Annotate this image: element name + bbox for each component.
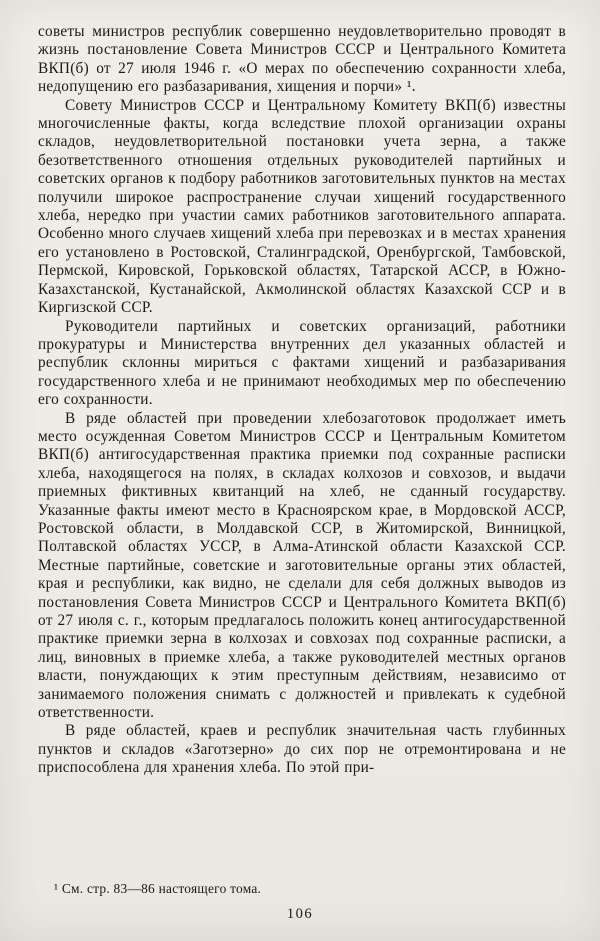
footnote: ¹ См. стр. 83—86 настоящего тома. xyxy=(54,881,262,896)
paragraph: Руководители партийных и советских организаций, работники прокуратуры и Министерства внутренних дел указанных областей и республик склонны мириться с фактами хищений и разбазаривания государственного хлеба и не принимают необходимых мер по обеспечению его сохранности. xyxy=(38,317,566,409)
paragraph: В ряде областей при проведении хлебозаготовок продолжает иметь место осужденная Советом Министров СССР и Центральным Комитетом ВКП(б) антигосударственная практика приемки под сохранные расписки хлеба, находящегося на полях, в складах колхозов и совхозов, и выдачи приемных фиктивных квитанций на хлеб, не сданный государству. Указанные факты имеют место в Красноярском крае, в Мордовской АССР, Ростовской области, в Молдавской ССР, в Житомирской, Винницкой, Полтавской областях УССР, в Алма-Атинской области Казахской ССР. Местные партийные, советские и заготовительные органы этих областей, края и республики, как видно, не сделали для себя должных выводов из постановления Совета Министров СССР и Центрального Комитета ВКП(б) от 27 июля с. г., которым предлагалось положить конец антигосударственной практике приемки зерна в колхозах и совхозах под сохранные расписки, а лиц, виновных в приемке хлеба, а также руководителей местных органов власти, понуждающих к этим преступным действиям, независимо от занимаемого положения снимать с должностей и привлекать к судебной ответственности. xyxy=(38,409,566,722)
page-number: 106 xyxy=(286,906,314,922)
paragraph: Совету Министров СССР и Центральному Комитету ВКП(б) известны многочисленные факты, когда вследствие плохой организации охраны складов, неудовлетворительной постановки учета зерна, а также безответственного отношения отдельных руководителей партийных и советских органов к подбору работников заготовительных пунктов на местах получили широкое распространение случаи хищений государственного хлеба, нередко при участии самих работников заготовительного аппарата. Особенно много случаев хищений хлеба при перевозках и в местах хранения его установлено в Ростовской, Сталинградской, Оренбургской, Тамбовской, Пермской, Кировской, Горьковской областях, Татарской АССР, в Южно-Казахстанской, Кустанайской, Акмолинской областях Казахской ССР и в Киргизской ССР. xyxy=(38,96,566,317)
paragraph: советы министров республик совершенно неудовлетворительно проводят в жизнь постановление Совета Министров СССР и Центрального Комитета ВКП(б) от 27 июля 1946 г. «О мерах по обеспечению сохранности хлеба, недопущению его разбазаривания, хищения и порчи» ¹. xyxy=(38,23,566,96)
paragraph: В ряде областей, краев и республик значительная часть глубинных пунктов и складов «Заготзерно» до сих пор не отремонтирована и не приспособлена для хранения хлеба. По этой при- xyxy=(38,722,566,777)
body-text xyxy=(38,23,566,778)
